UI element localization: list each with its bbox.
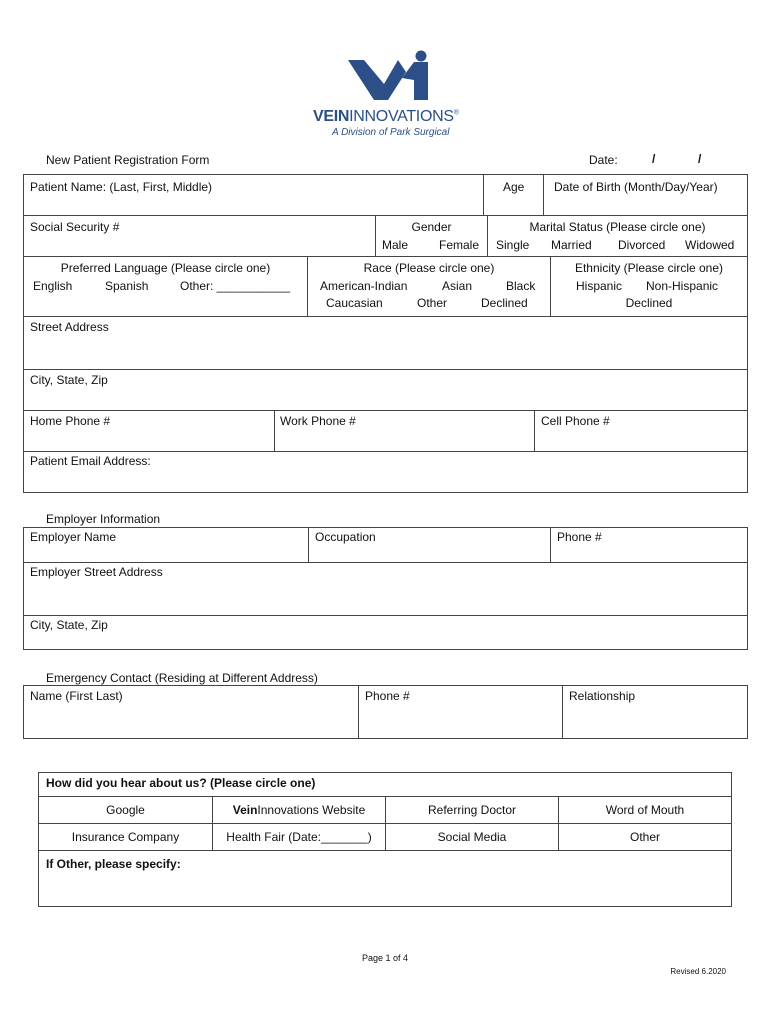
employer-section-title: Employer Information (46, 512, 161, 526)
vein-innovations-logo-icon (344, 50, 432, 106)
referral-option-referring-doctor[interactable]: Referring Doctor (427, 803, 517, 817)
date-separator-1: / (652, 152, 656, 166)
referral-option-insurance-company[interactable]: Insurance Company (71, 830, 180, 844)
occupation-field[interactable]: Occupation (315, 530, 376, 544)
employer-city-field[interactable]: City, State, Zip (30, 618, 108, 632)
brand-name-bold: VEIN (313, 108, 350, 125)
referral-question: How did you hear about us? (Please circle one) (46, 776, 316, 790)
referral-option-other[interactable]: Other (629, 830, 660, 844)
gender-option-female[interactable]: Female (439, 238, 480, 252)
language-option-other[interactable]: Other: ___________ (180, 279, 291, 293)
employer-street-field[interactable]: Employer Street Address (30, 565, 163, 579)
age-field[interactable]: Age (503, 180, 525, 194)
race-option-other[interactable]: Other (417, 296, 448, 310)
gender-option-male[interactable]: Male (382, 238, 409, 252)
referral-website-rest: Innovations Website (257, 803, 366, 817)
street-address-field[interactable]: Street Address (30, 320, 109, 334)
marital-option-divorced[interactable]: Divorced (618, 238, 666, 252)
work-phone-field[interactable]: Work Phone # (280, 414, 356, 428)
patient-email-field[interactable]: Patient Email Address: (30, 454, 151, 468)
race-option-declined[interactable]: Declined (481, 296, 528, 310)
employer-name-field[interactable]: Employer Name (30, 530, 117, 544)
referral-website-bold-prefix: Vein (232, 803, 258, 817)
ethnicity-label: Ethnicity (Please circle one) (574, 261, 724, 275)
race-label: Race (Please circle one) (363, 261, 495, 275)
marital-option-single[interactable]: Single (496, 238, 530, 252)
referral-other-specify-field[interactable]: If Other, please specify: (46, 857, 181, 871)
brand-name (313, 108, 459, 126)
race-option-caucasian[interactable]: Caucasian (326, 296, 383, 310)
emergency-section-title: Emergency Contact (Residing at Different Address) (46, 671, 318, 685)
home-phone-field[interactable]: Home Phone # (30, 414, 111, 428)
employer-info-table (23, 527, 748, 650)
marital-option-married[interactable]: Married (551, 238, 592, 252)
referral-option-social-media[interactable]: Social Media (437, 830, 507, 844)
employer-phone-field[interactable]: Phone # (557, 530, 602, 544)
date-label: Date: (589, 153, 618, 167)
ssn-field[interactable]: Social Security # (30, 220, 120, 234)
emergency-phone-field[interactable]: Phone # (365, 689, 410, 703)
race-option-american-indian[interactable]: American-Indian (320, 279, 408, 293)
language-option-english[interactable]: English (33, 279, 73, 293)
cell-phone-field[interactable]: Cell Phone # (541, 414, 610, 428)
dob-field[interactable]: Date of Birth (Month/Day/Year) (554, 180, 718, 194)
referral-option-word-of-mouth[interactable]: Word of Mouth (605, 803, 685, 817)
page-number: Page 1 of 4 (361, 953, 409, 963)
language-option-spanish[interactable]: Spanish (105, 279, 149, 293)
race-option-asian[interactable]: Asian (442, 279, 473, 293)
patient-name-field[interactable]: Patient Name: (Last, First, Middle) (30, 180, 213, 194)
brand-subtitle: A Division of Park Surgical (332, 127, 450, 138)
city-state-zip-field[interactable]: City, State, Zip (30, 373, 108, 387)
referral-option-website[interactable] (213, 803, 385, 817)
form-title: New Patient Registration Form (46, 153, 210, 167)
ethnicity-option-hispanic[interactable]: Hispanic (576, 279, 623, 293)
referral-option-health-fair[interactable]: Health Fair (Date:_______) (226, 830, 372, 844)
referral-option-google[interactable]: Google (106, 803, 145, 817)
ethnicity-option-non-hispanic[interactable]: Non-Hispanic (646, 279, 719, 293)
gender-label: Gender (411, 220, 452, 234)
marital-option-widowed[interactable]: Widowed (685, 238, 735, 252)
emergency-name-field[interactable]: Name (First Last) (30, 689, 123, 703)
registered-mark: ® (453, 109, 459, 117)
language-label: Preferred Language (Please circle one) (60, 261, 271, 275)
date-separator-2: / (698, 152, 702, 166)
brand-name-rest: INNOVATIONS (349, 108, 454, 125)
race-option-black[interactable]: Black (506, 279, 536, 293)
marital-status-label: Marital Status (Please circle one) (529, 220, 706, 234)
ethnicity-option-declined[interactable]: Declined (625, 296, 673, 310)
emergency-relationship-field[interactable]: Relationship (569, 689, 636, 703)
revised-date: Revised 6.2020 (670, 967, 726, 976)
